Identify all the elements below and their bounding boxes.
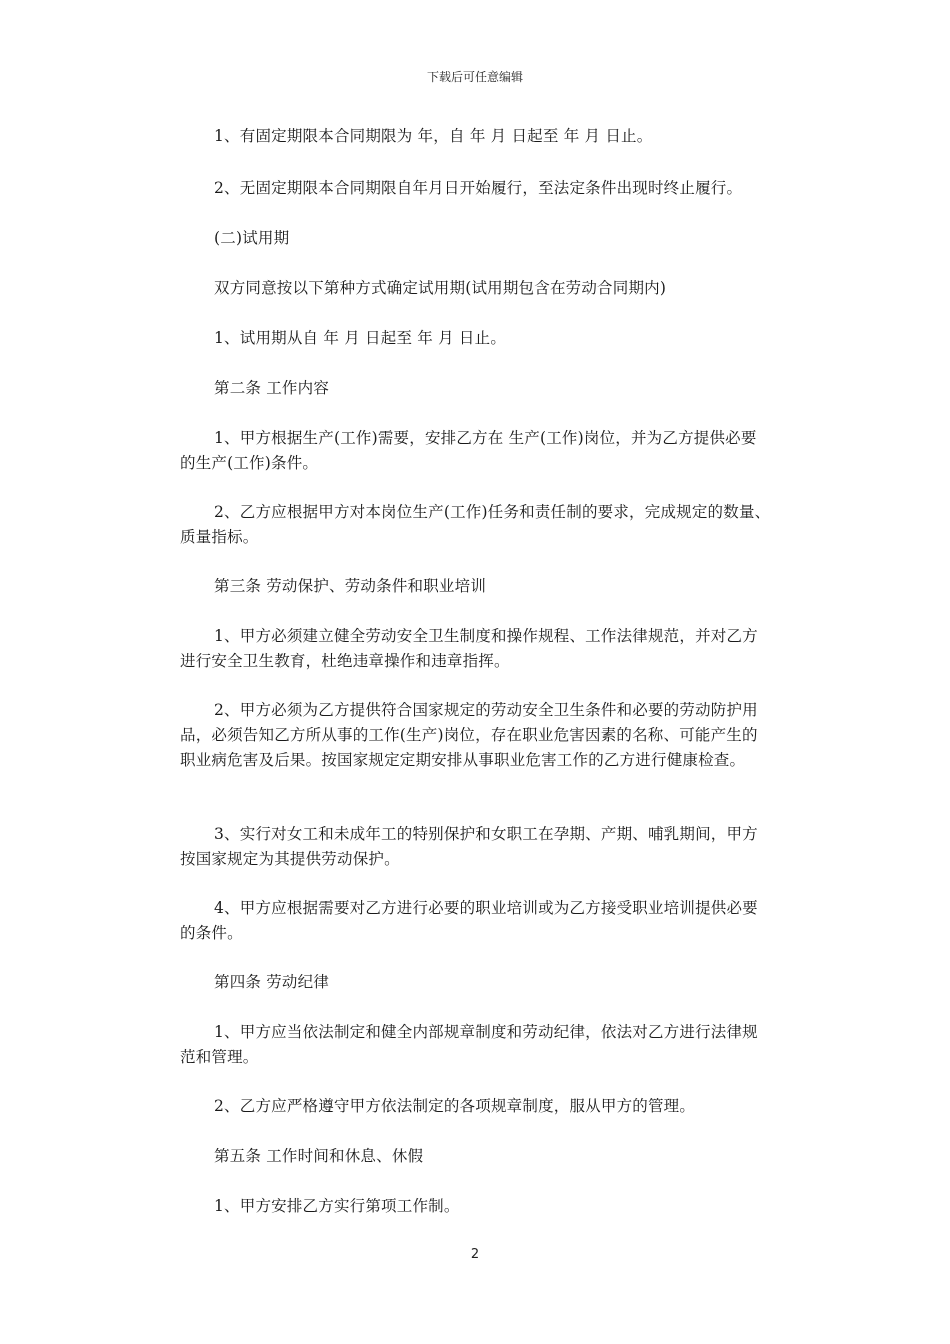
section-heading: 第四条 劳动纪律 [214, 973, 330, 991]
paragraph: 4、甲方应根据需要对乙方进行必要的职业培训或为乙方接受职业培训提供必要的条件。 [180, 899, 758, 942]
paragraph: 1、甲方根据生产(工作)需要，安排乙方在 生产(工作)岗位，并为乙方提供必要的生产(工作)条件。 [180, 429, 757, 472]
paragraph: 双方同意按以下第种方式确定试用期(试用期包含在劳动合同期内) [214, 279, 667, 297]
paragraph: 1、甲方应当依法制定和健全内部规章制度和劳动纪律，依法对乙方进行法律规范和管理。 [180, 1023, 758, 1066]
page-number: 2 [470, 1247, 480, 1262]
paragraph: 2、乙方应根据甲方对本岗位生产(工作)任务和责任制的要求，完成规定的数量、质量指标。 [180, 503, 771, 546]
section-heading: 第五条 工作时间和休息、休假 [214, 1147, 424, 1165]
section-heading: 第二条 工作内容 [214, 379, 330, 397]
paragraph: 3、实行对女工和未成年工的特别保护和女职工在孕期、产期、哺乳期间，甲方按国家规定为其提供劳动保护。 [180, 825, 758, 868]
paragraph: 1、有固定期限本合同期限为 年，自 年 月 日起至 年 月 日止。 [214, 127, 653, 145]
paragraph: 2、乙方应严格遵守甲方依法制定的各项规章制度，服从甲方的管理。 [214, 1097, 696, 1115]
page-header: 下载后可任意编辑 [426, 70, 523, 84]
section-subheading: (二)试用期 [214, 229, 290, 247]
paragraph: 2、甲方必须为乙方提供符合国家规定的劳动安全卫生条件和必要的劳动防护用品，必须告知乙方所从事的工作(生产)岗位，存在职业危害因素的名称、可能产生的职业病危害及后果。按国家规定定期安排从事职业危害工作的乙方进行健康检查。 [180, 701, 758, 769]
paragraph: 1、甲方必须建立健全劳动安全卫生制度和操作规程、工作法律规范，并对乙方进行安全卫生教育，杜绝违章操作和违章指挥。 [180, 627, 758, 670]
paragraph: 1、试用期从自 年 月 日起至 年 月 日止。 [214, 329, 507, 347]
paragraph: 1、甲方安排乙方实行第项工作制。 [214, 1197, 460, 1215]
paragraph: 2、无固定期限本合同期限自年月日开始履行，至法定条件出现时终止履行。 [214, 179, 743, 197]
section-heading: 第三条 劳动保护、劳动条件和职业培训 [214, 577, 487, 595]
